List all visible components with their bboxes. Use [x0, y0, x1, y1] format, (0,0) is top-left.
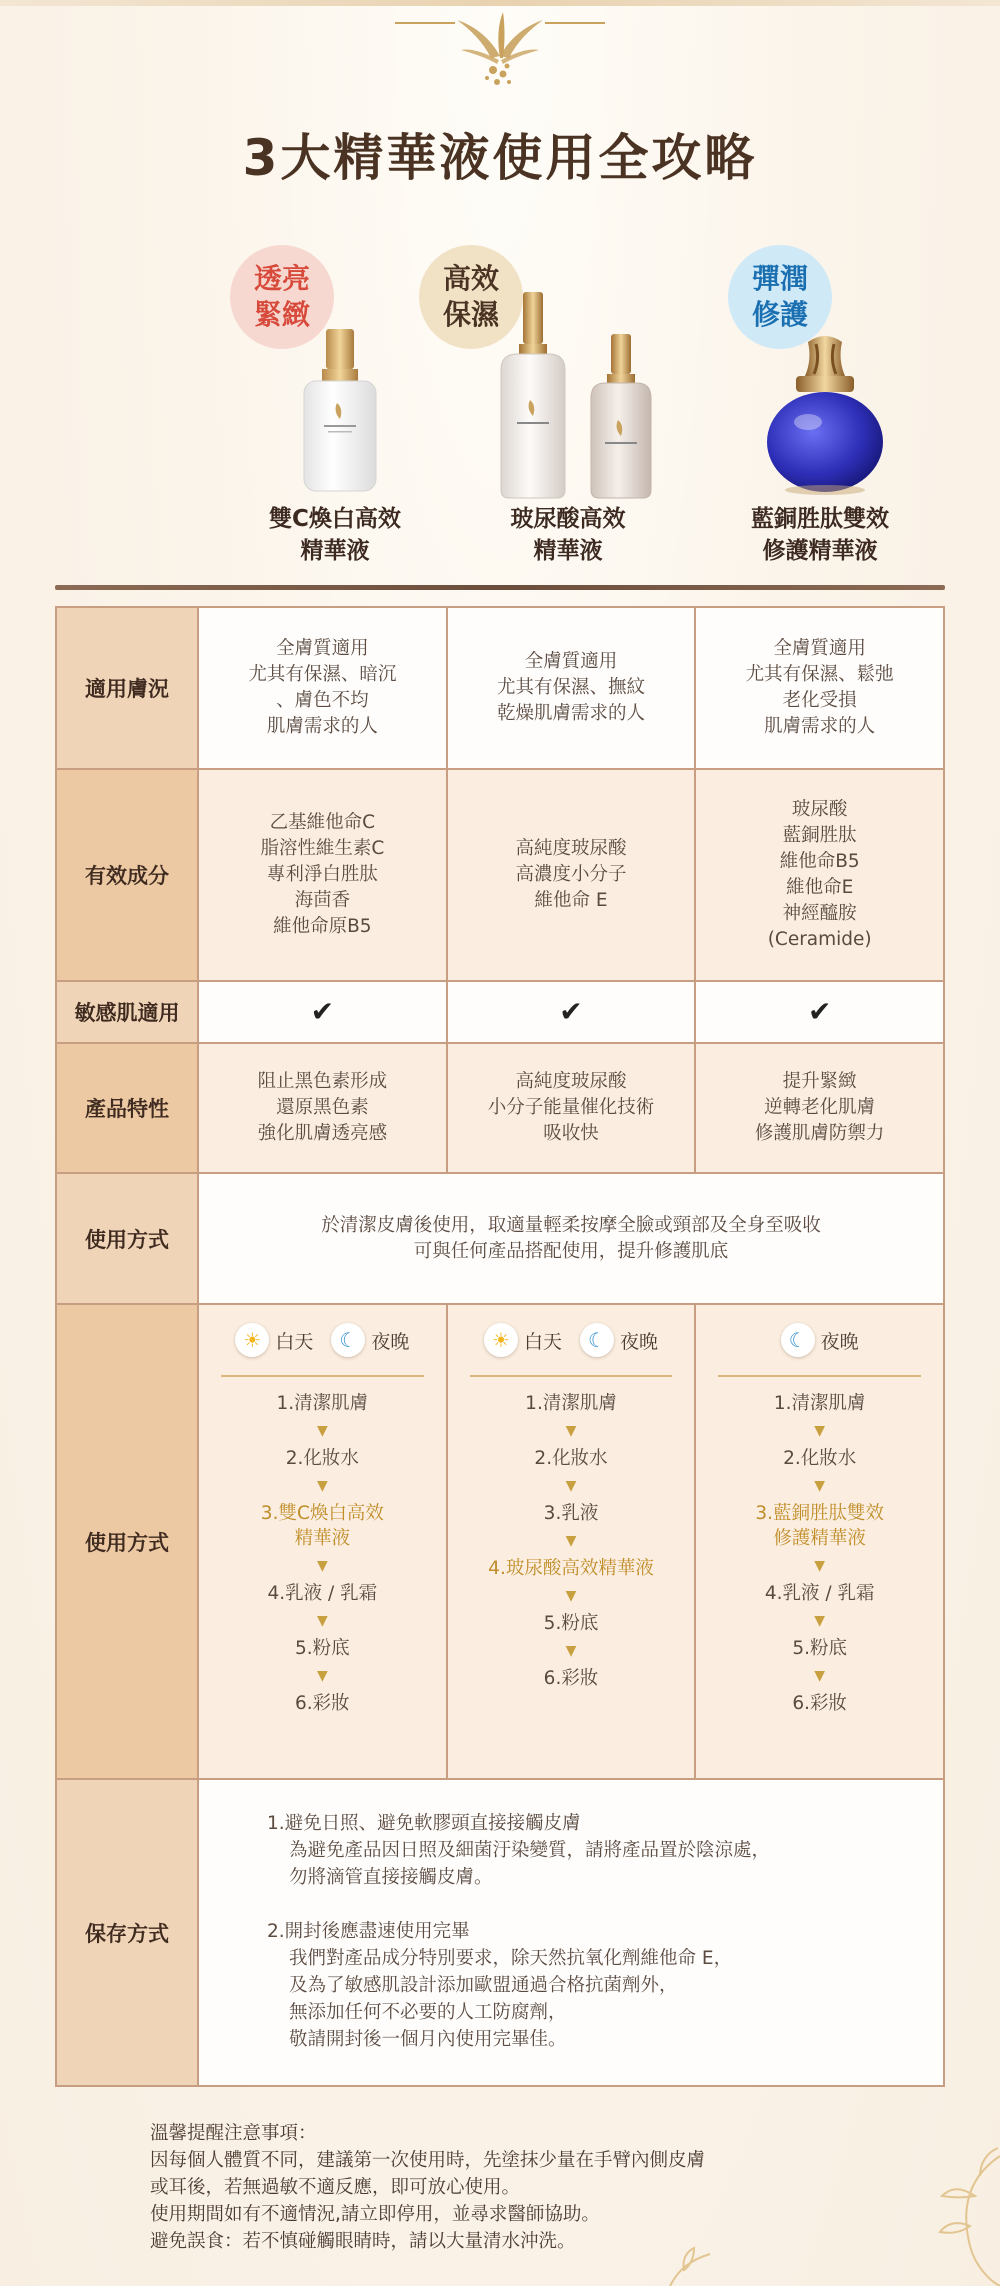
check-icon: ✔: [559, 995, 583, 1028]
row-header: 敏感肌適用: [57, 982, 199, 1042]
table-cell: 全膚質適用 尤其有保濕、鬆弛 老化受損 肌膚需求的人: [696, 608, 943, 768]
table-cell: 阻止黑色素形成 還原黑色素 強化肌膚透亮感: [199, 1044, 448, 1172]
step-item: 2.化妝水: [534, 1448, 608, 1469]
step-item: 4.玻尿酸高效精華液: [488, 1558, 654, 1579]
down-arrow-icon: ▼: [565, 1533, 577, 1549]
step-item: 3.乳液: [543, 1503, 599, 1524]
sun-icon: ☀: [484, 1323, 518, 1357]
steps-column: [199, 1305, 448, 1778]
table-cell: [696, 982, 943, 1042]
product-badge: 高效 保濕: [419, 245, 523, 349]
steps-list: [199, 1377, 446, 1716]
night-label: 夜晚: [620, 1330, 659, 1353]
step-item: 3.藍銅胜肽雙效 修護精華液: [755, 1503, 884, 1549]
check-icon: ✔: [807, 995, 832, 1028]
step-item: 5.粉底: [295, 1638, 350, 1659]
step-item: 2.化妝水: [783, 1448, 857, 1469]
down-arrow-icon: ▼: [565, 1643, 577, 1659]
table-row-usage: [57, 1174, 943, 1305]
down-arrow-icon: ▼: [316, 1613, 328, 1629]
product-hyaluronic: [443, 245, 693, 575]
row-header: 產品特性: [57, 1044, 199, 1172]
day-night-indicator: [448, 1305, 695, 1375]
table-row-features: [57, 1044, 943, 1174]
down-arrow-icon: ▼: [814, 1558, 826, 1574]
gold-floral-ornament-icon: [880, 2136, 1000, 2286]
down-arrow-icon: ▼: [316, 1668, 328, 1684]
table-row-steps: [57, 1305, 943, 1780]
product-name: 雙C煥白高效 精華液: [269, 506, 401, 564]
steps-list: [696, 1377, 943, 1716]
down-arrow-icon: ▼: [565, 1588, 577, 1604]
table-cell: 全膚質適用 尤其有保濕、撫紋 乾燥肌膚需求的人: [448, 608, 697, 768]
moon-icon: ☾: [580, 1323, 614, 1357]
down-arrow-icon: ▼: [814, 1613, 826, 1629]
row-header: 有效成分: [57, 770, 199, 980]
row-header: 使用方式: [57, 1305, 199, 1778]
night-label: 夜晚: [820, 1330, 859, 1353]
table-row-skin: [57, 608, 943, 770]
storage-item-head: 2.開封後應盡速使用完畢: [267, 1921, 470, 1942]
down-arrow-icon: ▼: [814, 1423, 826, 1439]
serum-bottle-pair-icon: [493, 290, 663, 500]
table-row-ingredients: [57, 770, 943, 982]
product-badge: 彈潤 修護: [728, 245, 832, 349]
down-arrow-icon: ▼: [316, 1478, 328, 1494]
care-notes: 溫馨提醒注意事項： 因每個人體質不同，建議第一次使用時，先塗抹少量在手臂內側皮膚 或耳後，若無過敏不適反應，即可放心使用。 使用期間如有不適情況,請立即停用，並尋求醫師協助。 避免誤食：若不慎碰觸眼睛時，請以大量清水沖洗。: [150, 2123, 706, 2252]
down-arrow-icon: ▼: [316, 1558, 328, 1574]
storage-instructions: [199, 1780, 943, 2085]
day-night-indicator: [199, 1305, 446, 1375]
moon-icon: ☾: [781, 1323, 815, 1357]
storage-item-body: 為避免產品因日照及細菌汙染變質，請將產品置於陰涼處， 勿將滴管直接接觸皮膚。: [289, 1840, 771, 1888]
table-cell: 高純度玻尿酸 小分子能量催化技術 吸收快: [448, 1044, 697, 1172]
table-cell: [199, 982, 448, 1042]
step-item: 3.雙C煥白高效 精華液: [260, 1503, 384, 1549]
step-item: 1.清潔肌膚: [276, 1393, 369, 1414]
storage-item-body: 我們對產品成分特別要求，除天然抗氧化劑維他命 E， 及為了敏感肌設計添加歐盟通過合格抗菌劑外， 無添加任何不必要的人工防腐劑， 敬請開封後一個月內使用完畢佳。: [289, 1948, 733, 2050]
table-cell: 提升緊緻 逆轉老化肌膚 修護肌膚防禦力: [696, 1044, 943, 1172]
usage-description: 於清潔皮膚後使用，取適量輕柔按摩全臉或頸部及全身至吸收 可與任何產品搭配使用，提升修護肌底: [199, 1174, 943, 1303]
step-item: 5.粉底: [543, 1613, 599, 1634]
top-decor-line: [0, 0, 1000, 6]
steps-column: [696, 1305, 943, 1778]
table-cell: 玻尿酸 藍銅胜肽 維他命B5 維他命E 神經醯胺 (Ceramide): [696, 770, 943, 980]
step-item: 4.乳液 / 乳霜: [267, 1583, 378, 1604]
step-item: 5.粉底: [792, 1638, 847, 1659]
table-row-sensitive: [57, 982, 943, 1044]
step-item: 1.清潔肌膚: [773, 1393, 866, 1414]
night-label: 夜晚: [371, 1330, 410, 1353]
step-item: 4.乳液 / 乳霜: [764, 1583, 875, 1604]
product-name: 藍銅胜肽雙效 修護精華液: [751, 506, 889, 564]
gold-leaf-sprig-icon: [660, 2240, 720, 2286]
storage-item-head: 1.避免日照、避免軟膠頭直接接觸皮膚: [267, 1813, 581, 1834]
section-divider: [55, 585, 945, 590]
check-icon: ✔: [310, 995, 335, 1028]
product-badge: 透亮 緊緻: [230, 245, 334, 349]
blue-serum-jar-icon: [760, 330, 890, 500]
row-header: 保存方式: [57, 1780, 199, 2085]
row-header: 使用方式: [57, 1174, 199, 1303]
step-item: 2.化妝水: [285, 1448, 359, 1469]
day-label: 白天: [275, 1330, 314, 1353]
down-arrow-icon: ▼: [565, 1478, 577, 1494]
comparison-table: [55, 606, 945, 2087]
step-item: 1.清潔肌膚: [525, 1393, 617, 1414]
table-cell: 全膚質適用 尤其有保濕、暗沉 、膚色不均 肌膚需求的人: [199, 608, 448, 768]
row-header: 適用膚況: [57, 608, 199, 768]
table-cell: [448, 982, 697, 1042]
product-name: 玻尿酸高效 精華液: [510, 506, 626, 564]
moon-icon: ☾: [331, 1323, 365, 1357]
step-item: 6.彩妝: [543, 1668, 599, 1689]
table-cell: 乙基維他命C 脂溶性維生素C 專利淨白胜肽 海茴香 維他命原B5: [199, 770, 448, 980]
down-arrow-icon: ▼: [316, 1423, 328, 1439]
day-label: 白天: [523, 1330, 562, 1353]
steps-list: [448, 1377, 695, 1691]
product-copper-peptide: [695, 245, 945, 575]
page-title: 3大精華液使用全攻略: [242, 129, 758, 187]
down-arrow-icon: ▼: [814, 1478, 826, 1494]
day-night-indicator: [696, 1305, 943, 1375]
table-row-storage: [57, 1780, 943, 2085]
down-arrow-icon: ▼: [814, 1668, 826, 1684]
down-arrow-icon: ▼: [565, 1423, 577, 1439]
step-item: 6.彩妝: [295, 1693, 350, 1714]
white-serum-bottle-icon: [290, 325, 390, 495]
steps-column: [448, 1305, 697, 1778]
table-cell: 高純度玻尿酸 高濃度小分子 維他命 E: [448, 770, 697, 980]
step-item: 6.彩妝: [792, 1693, 847, 1714]
sun-icon: ☀: [235, 1323, 269, 1357]
gold-leaf-ornament-icon: [395, 8, 605, 98]
